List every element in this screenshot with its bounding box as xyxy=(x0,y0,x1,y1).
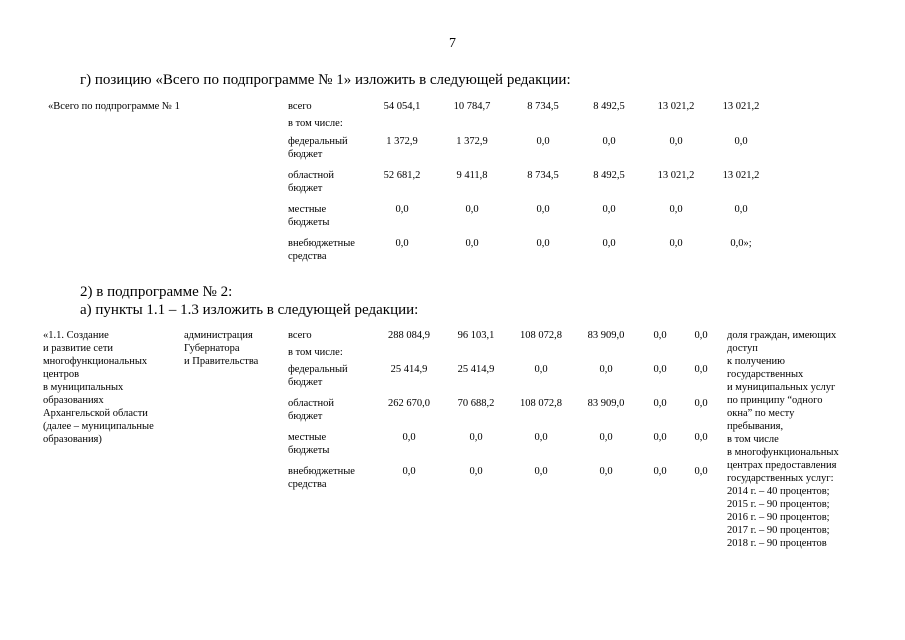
value-cell: 0,0 xyxy=(653,398,667,409)
value-cell: 0,0 xyxy=(534,364,548,375)
value-cell: 0,0 xyxy=(536,238,550,249)
value-cell: 8 734,5 xyxy=(527,170,559,181)
row-label: внебюджетные средства xyxy=(288,466,355,490)
row-label: всего xyxy=(288,330,312,341)
value-cell: 1 372,9 xyxy=(386,136,418,147)
row-label: областной бюджет xyxy=(288,170,334,194)
row-label: внебюджетные средства xyxy=(288,238,355,262)
value-cell: 0,0 xyxy=(599,466,613,477)
value-cell: 0,0 xyxy=(653,466,667,477)
value-cell: 0,0 xyxy=(694,330,708,341)
value-cell: 0,0 xyxy=(602,238,616,249)
value-cell: 13 021,2 xyxy=(657,170,695,181)
value-cell: 54 054,1 xyxy=(383,101,421,112)
value-cell: 0,0 xyxy=(694,432,708,443)
value-cell: 0,0 xyxy=(465,204,479,215)
value-cell: 0,0 xyxy=(402,432,416,443)
value-cell: 0,0 xyxy=(669,204,683,215)
item-indicator: доля граждан, имеющих доступ к получению государственных и муниципальных услуг по принципу “одного окна” по месту пребывания, в том числе в многофункциональных центрах предоставления государственных услуг: 2014 г. – 40 процентов; 2015 г. – 90 процентов; 2016 г. – 90 процентов; 2017 г. – 90 процентов; 2018 г. – 90 процентов xyxy=(727,330,839,549)
value-cell: 108 072,8 xyxy=(520,330,562,341)
value-cell: 288 084,9 xyxy=(388,330,430,341)
value-cell: 0,0 xyxy=(465,238,479,249)
row-label: всего xyxy=(288,101,312,112)
row-label: в том числе: xyxy=(288,347,343,358)
value-cell: 83 909,0 xyxy=(587,398,625,409)
value-cell: 0,0»; xyxy=(730,238,752,249)
value-cell: 108 072,8 xyxy=(520,398,562,409)
row-label: местные бюджеты xyxy=(288,204,330,228)
value-cell: 0,0 xyxy=(694,364,708,375)
value-cell: 13 021,2 xyxy=(657,101,695,112)
section-2-heading: 2) в подпрограмме № 2: xyxy=(80,284,233,300)
value-cell: 0,0 xyxy=(402,466,416,477)
value-cell: 0,0 xyxy=(536,136,550,147)
value-cell: 25 414,9 xyxy=(457,364,495,375)
value-cell: 0,0 xyxy=(653,364,667,375)
value-cell: 25 414,9 xyxy=(390,364,428,375)
value-cell: 0,0 xyxy=(469,466,483,477)
value-cell: 0,0 xyxy=(534,466,548,477)
value-cell: 83 909,0 xyxy=(587,330,625,341)
value-cell: 0,0 xyxy=(602,204,616,215)
section-2-subheading: а) пункты 1.1 – 1.3 изложить в следующей редакции: xyxy=(80,302,419,318)
value-cell: 262 670,0 xyxy=(388,398,430,409)
row-label: федеральный бюджет xyxy=(288,364,348,388)
row-label: местные бюджеты xyxy=(288,432,330,456)
value-cell: 8 492,5 xyxy=(593,101,625,112)
row-label: федеральный бюджет xyxy=(288,136,348,160)
value-cell: 10 784,7 xyxy=(453,101,491,112)
section-g-heading: г) позицию «Всего по подпрограмме № 1» изложить в следующей редакции: xyxy=(80,72,571,88)
item-executor: администрация Губернатора и Правительства xyxy=(184,330,259,367)
value-cell: 70 688,2 xyxy=(457,398,495,409)
value-cell: 8 492,5 xyxy=(593,170,625,181)
value-cell: 0,0 xyxy=(599,432,613,443)
value-cell: 0,0 xyxy=(534,432,548,443)
value-cell: 13 021,2 xyxy=(722,170,760,181)
value-cell: 0,0 xyxy=(395,204,409,215)
value-cell: 0,0 xyxy=(669,136,683,147)
value-cell: 0,0 xyxy=(653,432,667,443)
row-title: «Всего по подпрограмме № 1 xyxy=(48,101,180,112)
value-cell: 8 734,5 xyxy=(527,101,559,112)
value-cell: 0,0 xyxy=(734,136,748,147)
value-cell: 0,0 xyxy=(669,238,683,249)
value-cell: 0,0 xyxy=(602,136,616,147)
value-cell: 52 681,2 xyxy=(383,170,421,181)
row-label: в том числе: xyxy=(288,118,343,129)
value-cell: 13 021,2 xyxy=(722,101,760,112)
value-cell: 9 411,8 xyxy=(456,170,488,181)
item-name: «1.1. Создание и развитие сети многофункциональных центров в муниципальных образованиях Архангельской области (далее – муниципальные образования) xyxy=(43,330,154,445)
page-number: 7 xyxy=(449,36,456,51)
value-cell: 0,0 xyxy=(734,204,748,215)
value-cell: 0,0 xyxy=(694,466,708,477)
value-cell: 96 103,1 xyxy=(457,330,495,341)
row-label: областной бюджет xyxy=(288,398,334,422)
value-cell: 0,0 xyxy=(653,330,667,341)
value-cell: 1 372,9 xyxy=(456,136,488,147)
value-cell: 0,0 xyxy=(395,238,409,249)
value-cell: 0,0 xyxy=(536,204,550,215)
value-cell: 0,0 xyxy=(469,432,483,443)
value-cell: 0,0 xyxy=(599,364,613,375)
value-cell: 0,0 xyxy=(694,398,708,409)
